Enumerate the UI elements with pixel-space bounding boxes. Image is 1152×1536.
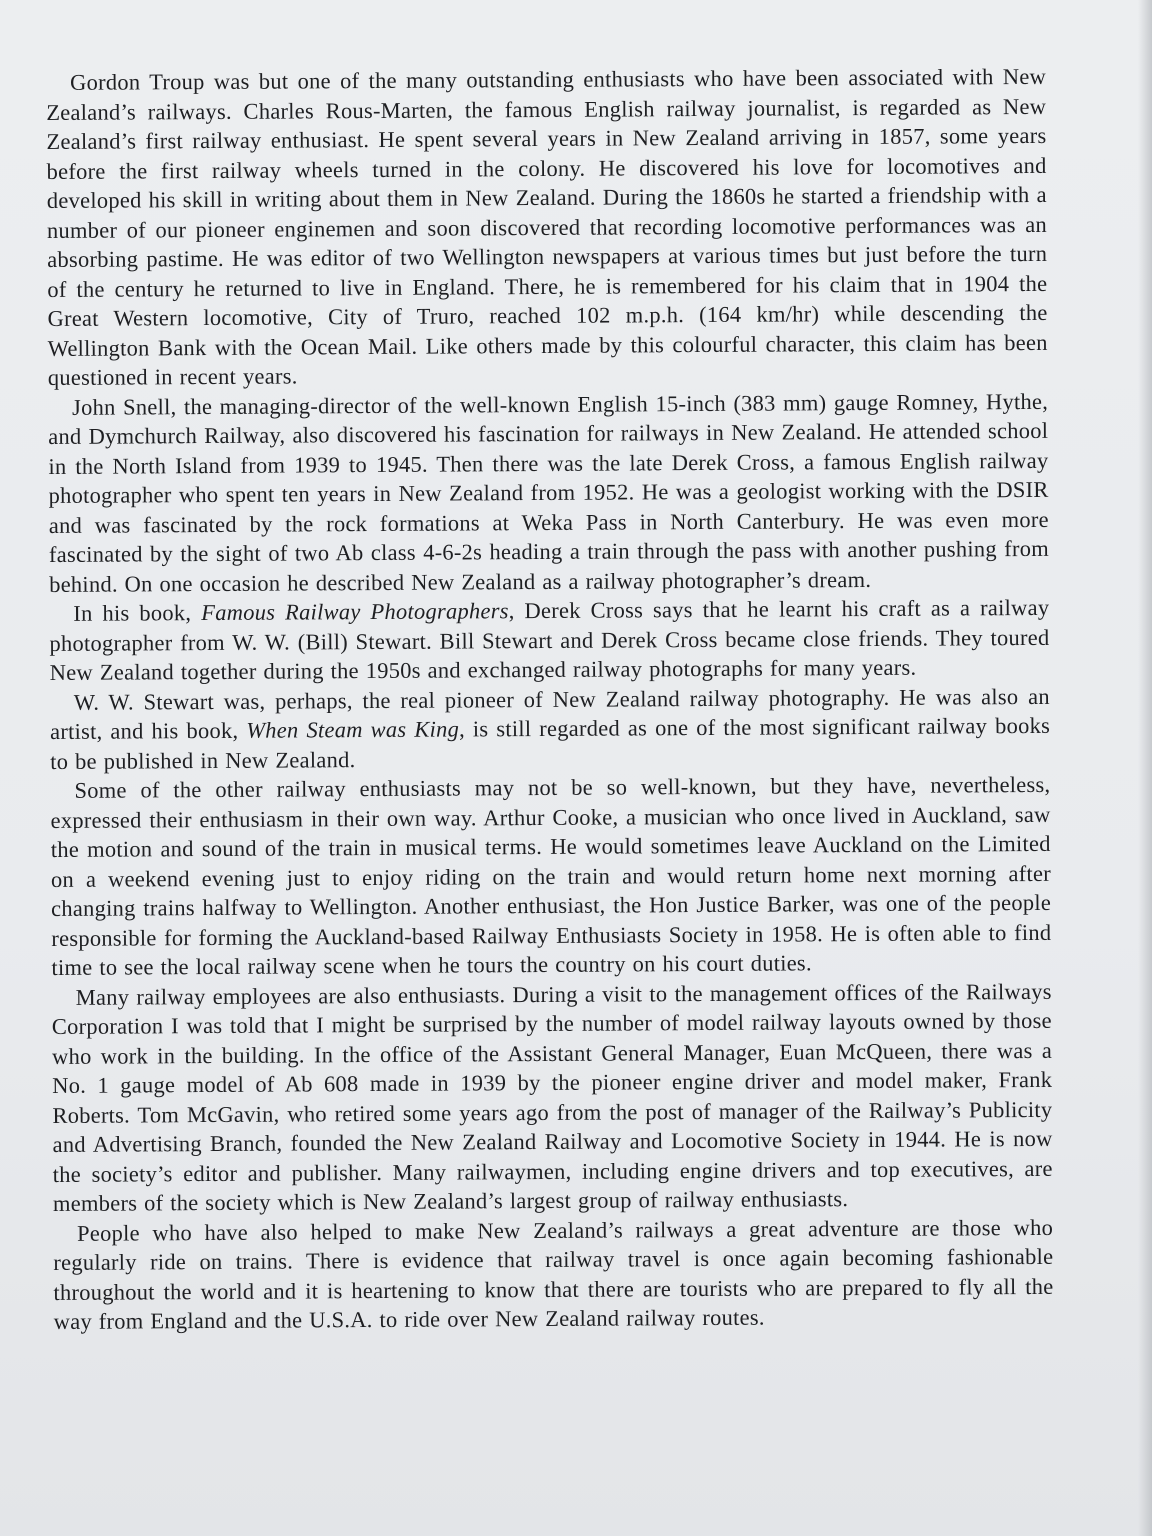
paragraph-text: In his book, (73, 600, 202, 626)
paragraph-text: John Snell, the managing-director of the well-known English 15-inch (383 mm) gauge Romney, Hythe, and Dymchurch Railway, also discovered his fascination for railways in New Zealand. He attended school in the North Island from 1939 to 1945. Then there was the late Derek Cross, a famous English railway photographer who spent ten years in New Zealand from 1952. He was a geologist working with the DSIR and was fascinated by the rock formations at Weka Pass in North Canterbury. He was even more fascinated by the sight of two Ab class 4-6-2s heading a train through the pass with another pushing from behind. On one occasion he described New Zealand as a railway photographer’s dream. (48, 388, 1050, 597)
paragraph (52, 976, 1053, 1218)
paragraph (53, 1212, 1054, 1336)
paragraph (49, 593, 1050, 688)
paragraph-text: , is still regarded as one of the most significant railway books to be published in New Zealand. (50, 712, 1051, 774)
paragraph (46, 62, 1048, 393)
page-edge-shadow (1138, 0, 1152, 1536)
paragraph (50, 681, 1051, 776)
paragraph-text: Some of the other railway enthusiasts may not be so well-known, but they have, nevertheless, expressed their enthusiasm in their own way. Arthur Cooke, a musician who once lived in Auckland, saw the motion and sound of the train in musical terms. He would sometimes leave Auckland on the Limited on a weekend evening just to enjoy riding on the train and would return home next morning after changing trains halfway to Wellington. Another enthusiast, the Hon Justice Barker, was one of the people responsible for forming the Auckland-based Railway Enthusiasts Society in 1958. He is often able to find time to see the local railway scene when he tours the country on his court duties. (50, 771, 1052, 980)
paragraph-text: , Derek Cross says that he learnt his craft as a railway photographer from W. W. (Bill) Stewart. Bill Stewart and Derek Cross became close friends. They toured New Zealand together during the 1950s and exchanged railway photographs for many years. (49, 594, 1050, 685)
paragraph-text: Many railway employees are also enthusiasts. During a visit to the management offices of the Railways Corporation I was told that I might be surprised by the number of model railway layouts owned by those who work in the building. In the office of the Assistant General Manager, Euan McQueen, there was a No. 1 gauge model of Ab 608 made in 1939 by the pioneer engine driver and model maker, Frank Roberts. Tom McGavin, who retired some years ago from the post of manager of the Railway’s Publicity and Advertising Branch, founded the New Zealand Railway and Locomotive Society in 1944. He is now the society’s editor and publisher. Many railwaymen, including engine drivers and top executives, are members of the society which is New Zealand’s largest group of railway enthusiasts. (51, 978, 1053, 1216)
paragraph-text: W. W. Stewart was, perhaps, the real pioneer of New Zealand railway photography. He was also an artist, and his book, (49, 683, 1050, 744)
paragraph (50, 770, 1051, 983)
book-title-text: Famous Railway Photographers (201, 598, 509, 626)
body-text (46, 62, 1054, 1337)
book-title-text: When Steam was King (246, 716, 460, 743)
paragraph (48, 386, 1049, 599)
paragraph-text: Gordon Troup was but one of the many outstanding enthusiasts who have been associated with New Zealand’s railways. Charles Rous-Marten, the famous English railway journalist, is regarded as New Zealand’s first railway enthusiast. He spent several years in New Zealand arriving in 1857, some years before the first railway wheels turned in the colony. He discovered his love for locomotives and developed his skill in writing about them in New Zealand. During the 1860s he started a friendship with a number of our pioneer enginemen and soon discovered that recording locomotive performances was an absorbing pastime. He was editor of two Wellington newspapers at various times but just before the turn of the century he returned to live in England. There, he is remembered for his claim that in 1904 the Great Western locomotive, City of Truro, reached 102 m.p.h. (164 km/hr) while descending the Wellington Bank with the Ocean Mail. Like others made by this colourful character, this claim has been questioned in recent years. (46, 63, 1048, 390)
paragraph-text: People who have also helped to make New Zealand’s railways a great adventure are those who regularly ride on trains. There is evidence that railway travel is once again becoming fashionable throughout the world and it is heartening to know that there are tourists who are prepared to fly all the way from England and the U.S.A. to ride over New Zealand railway routes. (53, 1214, 1054, 1334)
